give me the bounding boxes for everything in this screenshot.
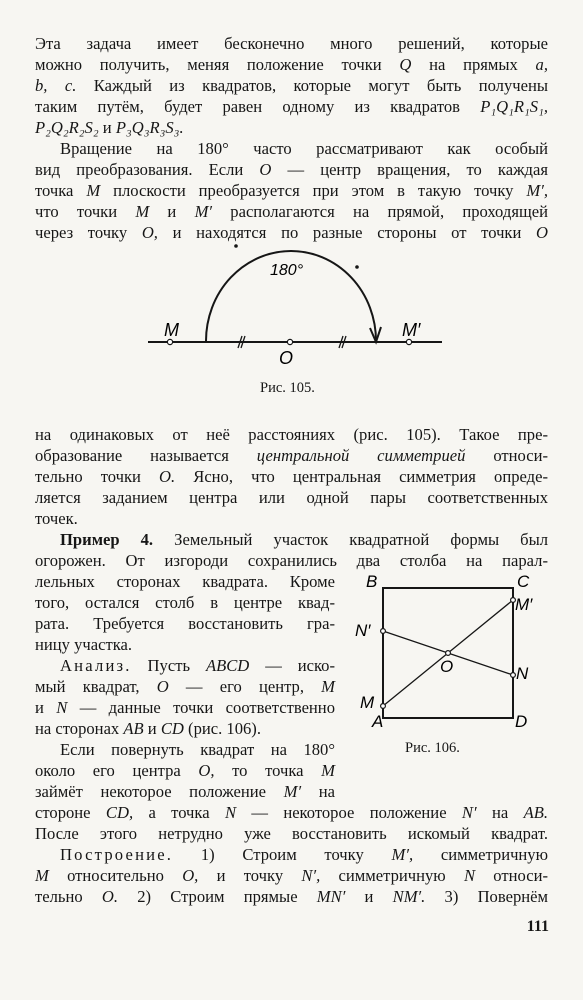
point-M-prime	[406, 339, 411, 344]
point-O	[446, 651, 451, 656]
text-line: Построение. 1) Строим точку M′, симметричную	[60, 845, 548, 864]
label-O: O	[440, 657, 454, 676]
point-M	[381, 704, 386, 709]
text-line: мый квадрат, O — его центр, M	[35, 677, 335, 696]
label-C: C	[517, 572, 530, 591]
figure-106	[350, 568, 550, 738]
dot-mark	[234, 244, 238, 248]
text-line: около его центра O, то точка M	[35, 761, 335, 780]
text-line: на одинаковых от неё расстояниях (рис. 105). Такое пре-	[35, 425, 548, 444]
point-O	[287, 339, 292, 344]
text-line: рата. Требуется восстановить гра-	[35, 614, 335, 633]
text-line: того, остался столб в центре квад-	[35, 593, 335, 612]
label-D: D	[515, 712, 528, 731]
text-line: Если повернуть квадрат на 180°	[60, 740, 335, 759]
text-line: Анализ. Пусть ABCD — иско-	[60, 656, 335, 675]
text-line: и N — данные точки соответственно	[35, 698, 335, 717]
label-B: B	[366, 572, 378, 591]
page-number: 111	[526, 918, 549, 935]
text-line: на сторонах AB и CD (рис. 106).	[35, 719, 261, 738]
label-M: M	[164, 320, 179, 340]
figure-caption: Рис. 106.	[405, 740, 460, 756]
text-line: Пример 4. Земельный участок квадратной формы был	[60, 530, 549, 549]
figure-caption: Рис. 105.	[260, 380, 315, 396]
text-line: b, c. Каждый из квадратов, которые могут быть получены	[35, 76, 549, 95]
label-M: M	[360, 693, 375, 712]
point-M	[167, 339, 172, 344]
text-line: образование называется центральной симметрией относи-	[35, 446, 549, 465]
label-M-prime: M′	[515, 595, 533, 614]
angle-label: 180°	[270, 262, 304, 279]
label-N: N	[516, 664, 529, 683]
text-line: ницу участка.	[35, 635, 133, 654]
text-line: M относительно O, и точку N′, симметричную N относи-	[35, 866, 548, 885]
point-N	[511, 673, 516, 678]
text-line: точка M плоскости преобразуется при этом в такую точку M′,	[35, 181, 548, 200]
text-line: точек.	[35, 509, 78, 528]
text-line: что точки M и M′ располагаются на прямой, проходящей	[35, 202, 548, 221]
text-line: лельных сторонах квадрата. Кроме	[35, 572, 335, 591]
text-line: тельно точки O. Ясно, что центральная симметрия опреде-	[35, 467, 548, 486]
text-line: P₂Q₂R₂S₂ и P₃Q₃R₃S₃.	[35, 118, 184, 137]
text-line: через точку O, и находятся по разные стороны от точки O	[35, 223, 548, 242]
text-line: таким путём, будет равен одному из квадратов P₁Q₁R₁S₁,	[35, 97, 548, 116]
text-line: вид преобразования. Если O — центр вращения, то каждая	[35, 160, 548, 179]
text-line: займёт некоторое положение M′ на	[35, 782, 335, 801]
text-line: Эта задача имеет бесконечно много решений, которые	[35, 34, 548, 53]
text-line: можно получить, меняя положение точки Q на прямых a,	[35, 55, 548, 74]
text-line: После этого нетрудно уже восстановить искомый квадрат.	[35, 824, 548, 843]
text-line: огорожен. От изгороди сохранились два столба на парал-	[35, 551, 548, 570]
label-M-prime: M′	[402, 320, 421, 340]
label-A: A	[372, 712, 384, 731]
text-line: тельно O. 2) Строим прямые MN′ и NM′. 3) Повернём	[35, 887, 548, 906]
dot-mark	[355, 265, 359, 269]
text-line: стороне CD, а точка N — некоторое положение N′ на AB.	[35, 803, 548, 822]
label-O: O	[279, 348, 294, 368]
label-N-prime: N′	[355, 621, 371, 640]
figure-105	[140, 238, 450, 378]
point-N-prime	[381, 629, 386, 634]
example-title: Пример 4.	[60, 530, 154, 549]
text-line: Вращение на 180° часто рассматривают как особый	[60, 139, 548, 158]
text-line: ляется заданием центра или одной пары соответственных	[35, 488, 548, 507]
